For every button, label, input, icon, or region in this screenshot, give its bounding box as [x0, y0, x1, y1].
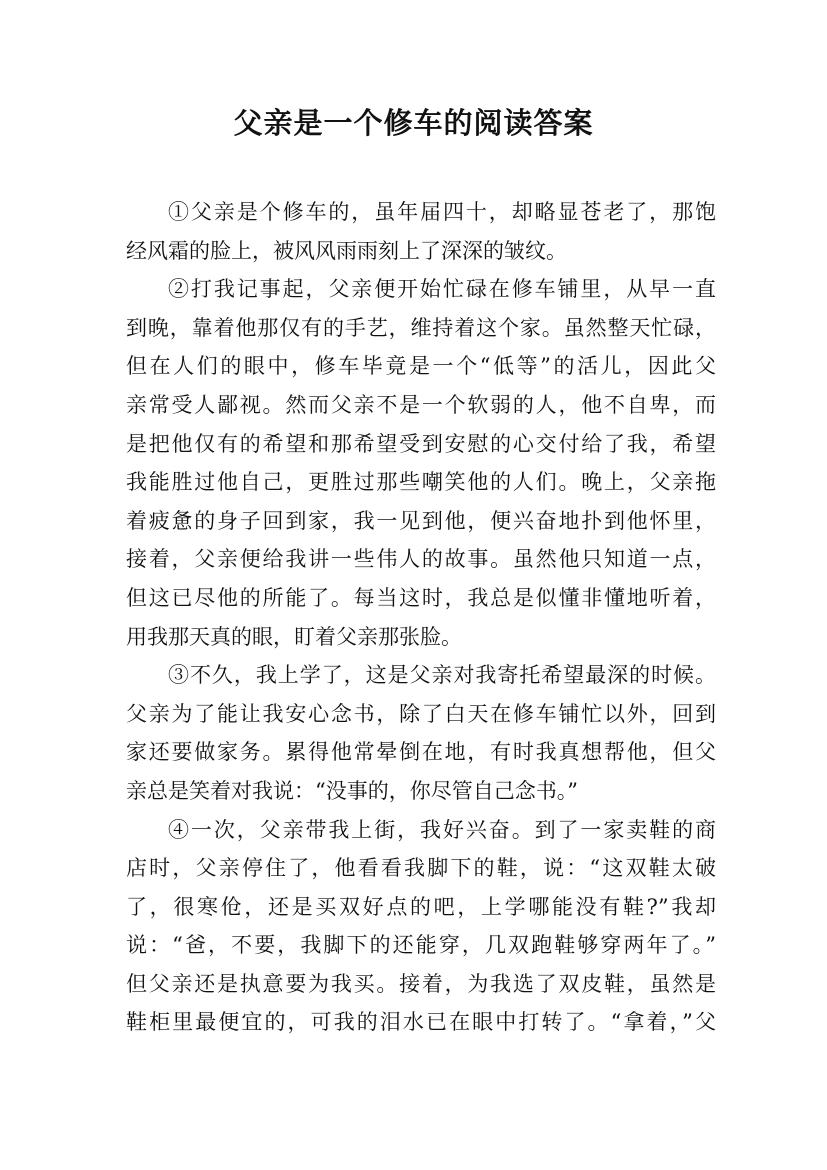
text-line: 我能胜过他自己，更胜过那些嘲笑他的人们。晚上，父亲拖 — [126, 470, 716, 495]
text-line: 但父亲还是执意要为我买。接着，为我选了双皮鞋，虽然是 — [126, 971, 716, 996]
text-line: ②打我记事起，父亲便开始忙碌在修车铺里，从早一直 — [168, 277, 716, 302]
text-line: ④一次，父亲带我上街，我好兴奋。到了一家卖鞋的商 — [168, 817, 716, 842]
text-line: 用我那天真的眼，盯着父亲那张脸。 — [126, 624, 462, 649]
text-line: 是把他仅有的希望和那希望受到安慰的心交付给了我，希望 — [126, 431, 716, 456]
text-line: ①父亲是个修车的，虽年届四十，却略显苍老了，那饱 — [168, 200, 716, 224]
text-line: 店时，父亲停住了，他看看我脚下的鞋，说：“这双鞋太破 — [126, 856, 716, 881]
text-line: ③不久，我上学了，这是父亲对我寄托希望最深的时候。 — [168, 663, 716, 688]
text-line: 着疲惫的身子回到家，我一见到他，便兴奋地扑到他怀里， — [126, 508, 716, 533]
text-line: 父亲为了能让我安心念书，除了白天在修车铺忙以外，回到 — [126, 701, 716, 726]
text-line: 亲总是笑着对我说：“没事的，你尽管自己念书。” — [126, 778, 578, 803]
text-line: 说：“爸，不要，我脚下的还能穿，几双跑鞋够穿两年了。” — [126, 933, 716, 958]
text-line: 但这已尽他的所能了。每当这时，我总是似懂非懂地听着， — [126, 585, 716, 610]
text-line: 接着，父亲便给我讲一些伟人的故事。虽然他只知道一点， — [126, 547, 716, 572]
article-body — [126, 193, 716, 1042]
text-line: 经风霜的脸上，被风风雨雨刻上了深深的皱纹。 — [126, 238, 567, 263]
text-line: 亲常受人鄙视。然而父亲不是一个软弱的人，他不自卑，而 — [126, 392, 716, 417]
text-line: 到晚，靠着他那仅有的手艺，维持着这个家。虽然整天忙碌， — [126, 315, 716, 340]
text-line: 家还要做家务。累得他常晕倒在地，有时我真想帮他，但父 — [126, 740, 716, 765]
document-title: 父亲是一个修车的阅读答案 — [233, 106, 594, 140]
text-line: 鞋柜里最便宜的，可我的泪水已在眼中打转了。“拿着，”父 — [126, 1010, 716, 1035]
text-line: 了，很寒伧，还是买双好点的吧，上学哪能没有鞋?”我却 — [126, 894, 716, 919]
text-line: 但在人们的眼中，修车毕竟是一个“低等”的活儿，因此父 — [126, 354, 716, 379]
